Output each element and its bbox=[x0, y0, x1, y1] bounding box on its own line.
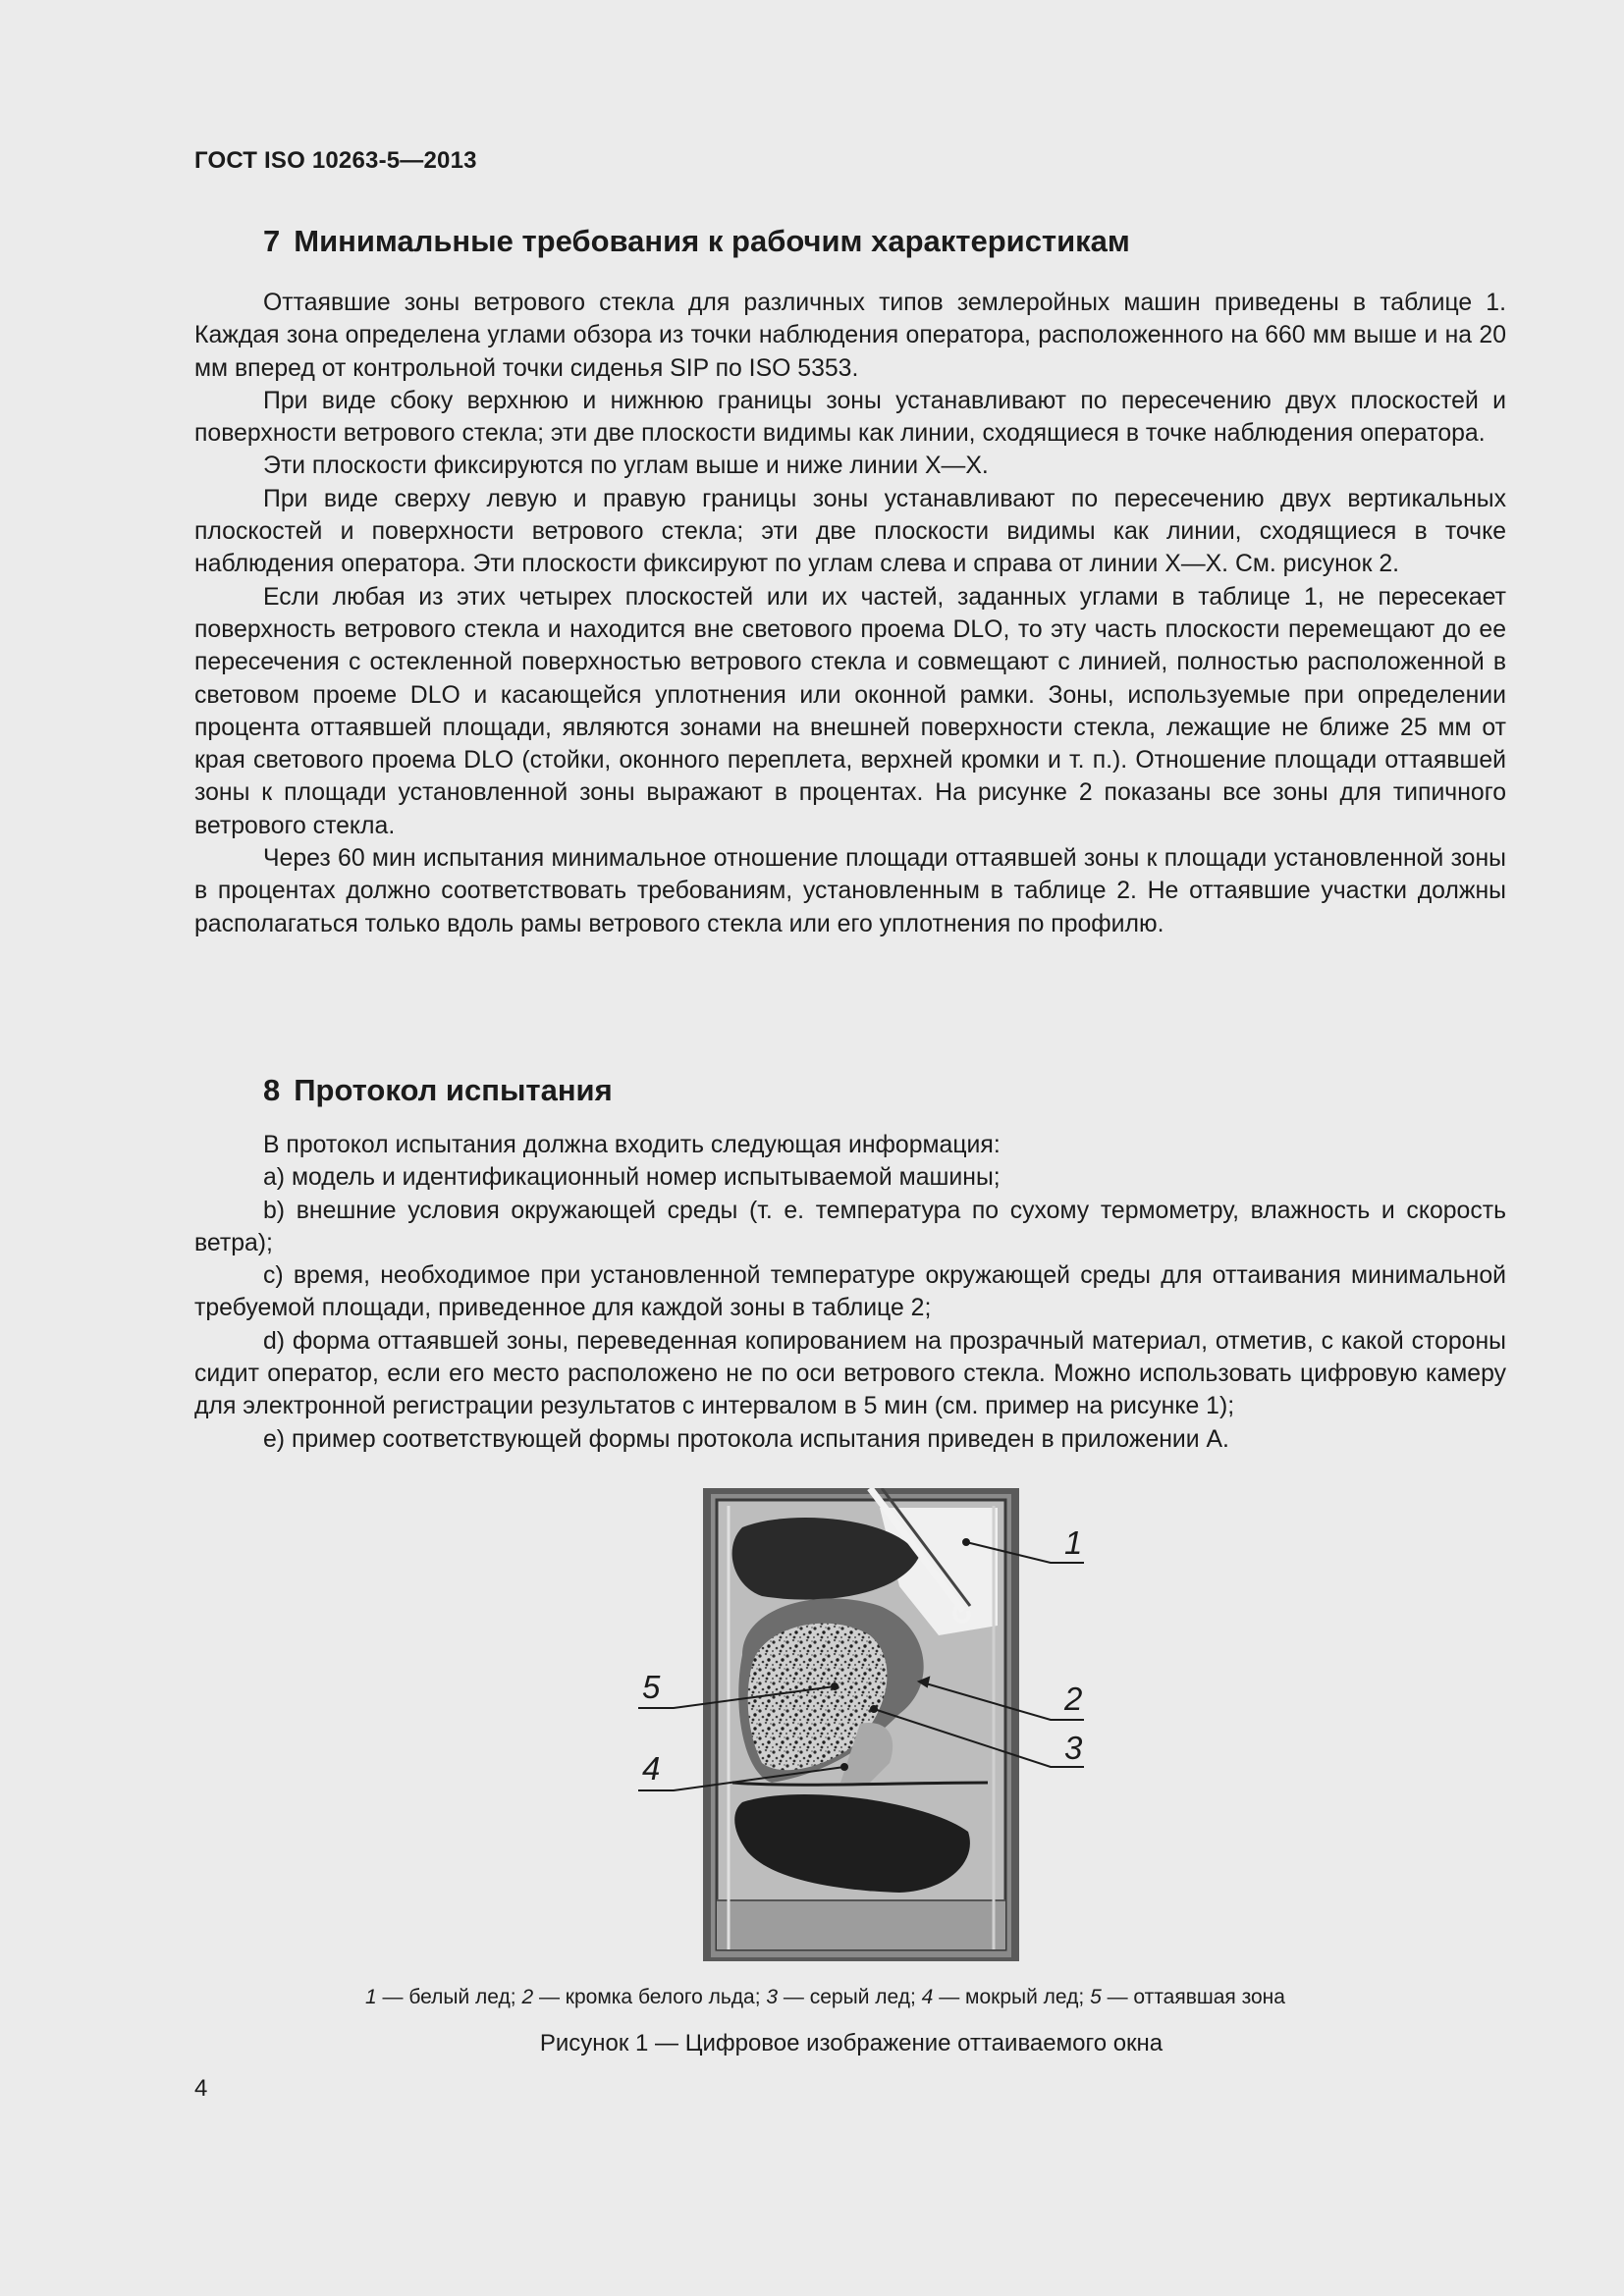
paragraph: Если любая из этих четырех плоскостей или их частей, заданных углами в таблице 1, не пересекает поверхность ветрового стекла и находится вне светового проема DLO, то эту часть плоскости перемещают до ее пересечения с остекленной поверхностью ветрового стекла и совмещают с линией, полностью расположенной в световом проеме DLO и касающейся уплотнения или оконной рамки. Зоны, используемые при определении процента оттаявшей площади, являются зонами на внешней поверхности стекла, лежащие не ближе 25 мм от края светового проема DLO (стойки, оконного переплета, верхней кромки и т. п.). Отношение площади оттаявшей зоны к площади установленной зоны выражают в процентах. На рисунке 2 показаны все зоны для типичного ветрового стекла. bbox=[194, 583, 1506, 839]
legend-number: 5 bbox=[1090, 1986, 1102, 2008]
section-number: 7 bbox=[263, 224, 281, 258]
legend-text: — кромка белого льда; bbox=[533, 1986, 767, 2008]
legend-number: 1 bbox=[365, 1986, 377, 2008]
defrost-window-photo bbox=[703, 1488, 1019, 1961]
legend-text: — мокрый лед; bbox=[933, 1986, 1091, 2008]
callout-label: 4 bbox=[642, 1750, 661, 1787]
legend-text: — белый лед; bbox=[376, 1986, 522, 2008]
paragraph: Оттаявшие зоны ветрового стекла для различных типов землеройных машин приведены в таблице 1. Каждая зона определена углами обзора из точки наблюдения оператора, расположенного на 660 мм выше и на 20 мм вперед от контрольной точки сиденья SIP по ISO 5353. bbox=[194, 290, 1506, 382]
legend-number: 2 bbox=[521, 1986, 534, 2008]
section-7-body bbox=[194, 287, 1506, 940]
paragraph: Эти плоскости фиксируются по углам выше и ниже линии X—X. bbox=[263, 453, 989, 480]
list-item: b) внешние условия окружающей среды (т. е. температура по сухому термометру, влажность и скорость ветра); bbox=[194, 1197, 1506, 1256]
page-number: 4 bbox=[194, 2075, 208, 2102]
paragraph: В протокол испытания должна входить следующая информация: bbox=[263, 1132, 1001, 1158]
list-item: d) форма оттаявшей зоны, переведенная копированием на прозрачный материал, отметив, с какой стороны сидит оператор, если его место расположено не по оси ветрового стекла. Можно использовать цифровую камеру для электронной регистрации результатов с интервалом в 5 мин (см. пример на рисунке 1); bbox=[194, 1327, 1506, 1420]
callout-label: 1 bbox=[1064, 1524, 1083, 1561]
list-item: c) время, необходимое при установленной температуре окружающей среды для оттаивания минимальной требуемой площади, приведенное для каждой зоны в таблице 2; bbox=[194, 1262, 1506, 1322]
list-item: e) пример соответствующей формы протокола испытания приведен в приложении А. bbox=[263, 1425, 1229, 1453]
legend-text: — оттаявшая зона bbox=[1101, 1986, 1285, 2008]
callout-label: 5 bbox=[642, 1669, 661, 1705]
callout-label: 2 bbox=[1064, 1681, 1083, 1717]
section-8-heading bbox=[263, 1073, 613, 1108]
legend-number: 3 bbox=[766, 1986, 779, 2008]
list-item: a) модель и идентификационный номер испытываемой машины; bbox=[263, 1164, 1001, 1192]
section-title: Минимальные требования к рабочим характеристикам bbox=[294, 224, 1130, 258]
figure-legend bbox=[365, 1986, 1337, 2009]
section-number: 8 bbox=[263, 1073, 281, 1107]
document-header: ГОСТ ISO 10263-5—2013 bbox=[194, 147, 477, 174]
figure-caption: Рисунок 1 — Цифровое изображение оттаиваемого окна bbox=[539, 2030, 1164, 2056]
section-8-body bbox=[194, 1129, 1506, 1456]
paragraph: Через 60 мин испытания минимальное отношение площади оттаявшей зоны к площади установленной зоны в процентах должно соответствовать требованиям, установленным в таблице 2. Не оттаявшие участки должны располагаться только вдоль рамы ветрового стекла или его уплотнения по профилю. bbox=[194, 845, 1506, 937]
callout-label: 3 bbox=[1064, 1730, 1083, 1766]
paragraph: При виде сбоку верхнюю и нижнюю границы зоны устанавливают по пересечению двух плоскостей и поверхности ветрового стекла; эти две плоскости видимы как линии, сходящиеся в точке наблюдения оператора. bbox=[194, 387, 1506, 448]
legend-number: 4 bbox=[921, 1986, 934, 2008]
section-7-heading bbox=[263, 224, 1130, 259]
paragraph: При виде сверху левую и правую границы зоны устанавливают по пересечению двух вертикальных плоскостей и поверхности ветрового стекла; эти две плоскости видимы как линии, сходящиеся в точке наблюдения оператора. Эти плоскости фиксируют по углам слева и справа от линии X—X. См. рисунок 2. bbox=[194, 485, 1506, 578]
section-title: Протокол испытания bbox=[294, 1073, 613, 1107]
legend-text: — серый лед; bbox=[778, 1986, 922, 2008]
